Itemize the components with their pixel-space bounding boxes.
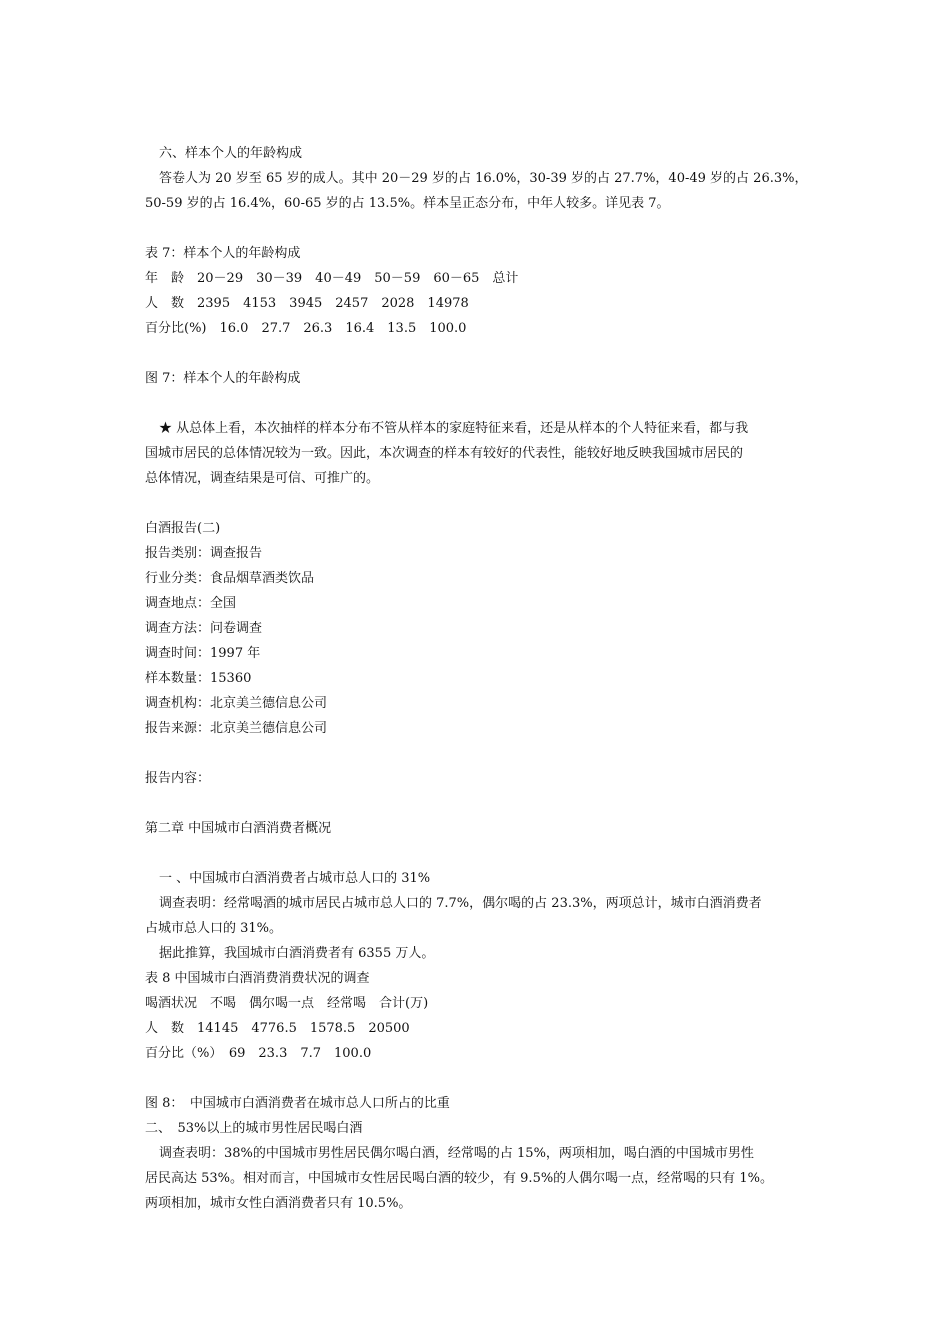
paragraph-line: 调查表明：经常喝酒的城市居民占城市总人口的 7.7%，偶尔喝的占 23.3%，两项总计，城市白酒消费者 bbox=[159, 896, 762, 911]
meta-type: 报告类别：调查报告 bbox=[145, 546, 263, 561]
meta-source: 报告来源：北京美兰德信息公司 bbox=[145, 721, 328, 736]
report-title: 白酒报告(二) bbox=[145, 521, 221, 536]
table-row: 喝酒状况 不喝 偶尔喝一点 经常喝 合计(万) bbox=[145, 996, 429, 1011]
table-row: 百分比(%) 16.0 27.7 26.3 16.4 13.5 100.0 bbox=[145, 321, 467, 336]
paragraph-line: 居民高达 53%。相对而言，中国城市女性居民喝白酒的较少，有 9.5%的人偶尔喝一点，经常喝的只有 1%。 bbox=[145, 1171, 773, 1186]
paragraph-line: 占城市总人口的 31%。 bbox=[145, 921, 283, 936]
table-caption: 表 7：样本个人的年龄构成 bbox=[145, 246, 301, 261]
meta-location: 调查地点：全国 bbox=[145, 596, 237, 611]
paragraph-line: 国城市居民的总体情况较为一致。因此，本次调查的样本有较好的代表性，能较好地反映我国城市居民的 bbox=[145, 446, 744, 461]
table-row: 年 龄 20－29 30－39 40－49 50－59 60－65 总计 bbox=[145, 271, 519, 286]
paragraph-line: ★ 从总体上看，本次抽样的样本分布不管从样本的家庭特征来看，还是从样本的个人特征来看，都与我 bbox=[159, 421, 749, 436]
paragraph-line: 调查表明：38%的中国城市男性居民偶尔喝白酒，经常喝的占 15%，两项相加，喝白酒的中国城市男性 bbox=[159, 1146, 754, 1161]
meta-method: 调查方法：问卷调查 bbox=[145, 621, 263, 636]
chapter-title: 第二章 中国城市白酒消费者概况 bbox=[145, 821, 332, 836]
meta-industry: 行业分类：食品烟草酒类饮品 bbox=[145, 571, 315, 586]
meta-sample: 样本数量：15360 bbox=[145, 671, 252, 686]
table-row: 百分比（%） 69 23.3 7.7 100.0 bbox=[145, 1046, 372, 1061]
figure-caption: 图 7：样本个人的年龄构成 bbox=[145, 371, 301, 386]
table-caption: 表 8 中国城市白酒消费消费状况的调查 bbox=[145, 971, 370, 986]
table-row: 人 数 14145 4776.5 1578.5 20500 bbox=[145, 1021, 410, 1036]
paragraph-line: 两项相加，城市女性白酒消费者只有 10.5%。 bbox=[145, 1196, 412, 1211]
section-title: 六、样本个人的年龄构成 bbox=[159, 146, 303, 161]
content-label: 报告内容： bbox=[145, 771, 211, 786]
figure-caption: 图 8： 中国城市白酒消费者在城市总人口所占的比重 bbox=[145, 1096, 450, 1111]
meta-org: 调查机构：北京美兰德信息公司 bbox=[145, 696, 328, 711]
paragraph-line: 据此推算，我国城市白酒消费者有 6355 万人。 bbox=[159, 946, 435, 961]
section-title: 一 、中国城市白酒消费者占城市总人口的 31% bbox=[159, 871, 431, 886]
paragraph-line: 50-59 岁的占 16.4%，60-65 岁的占 13.5%。样本呈正态分布，中年人较多。详见表 7。 bbox=[145, 196, 670, 211]
meta-time: 调查时间：1997 年 bbox=[145, 646, 261, 661]
paragraph-line: 总体情况，调查结果是可信、可推广的。 bbox=[145, 471, 380, 486]
section-title: 二、 53%以上的城市男性居民喝白酒 bbox=[145, 1121, 363, 1136]
table-row: 人 数 2395 4153 3945 2457 2028 14978 bbox=[145, 296, 469, 311]
paragraph-line: 答卷人为 20 岁至 65 岁的成人。其中 20－29 岁的占 16.0%，30-39 岁的占 27.7%，40-49 岁的占 26.3%， bbox=[159, 171, 808, 186]
